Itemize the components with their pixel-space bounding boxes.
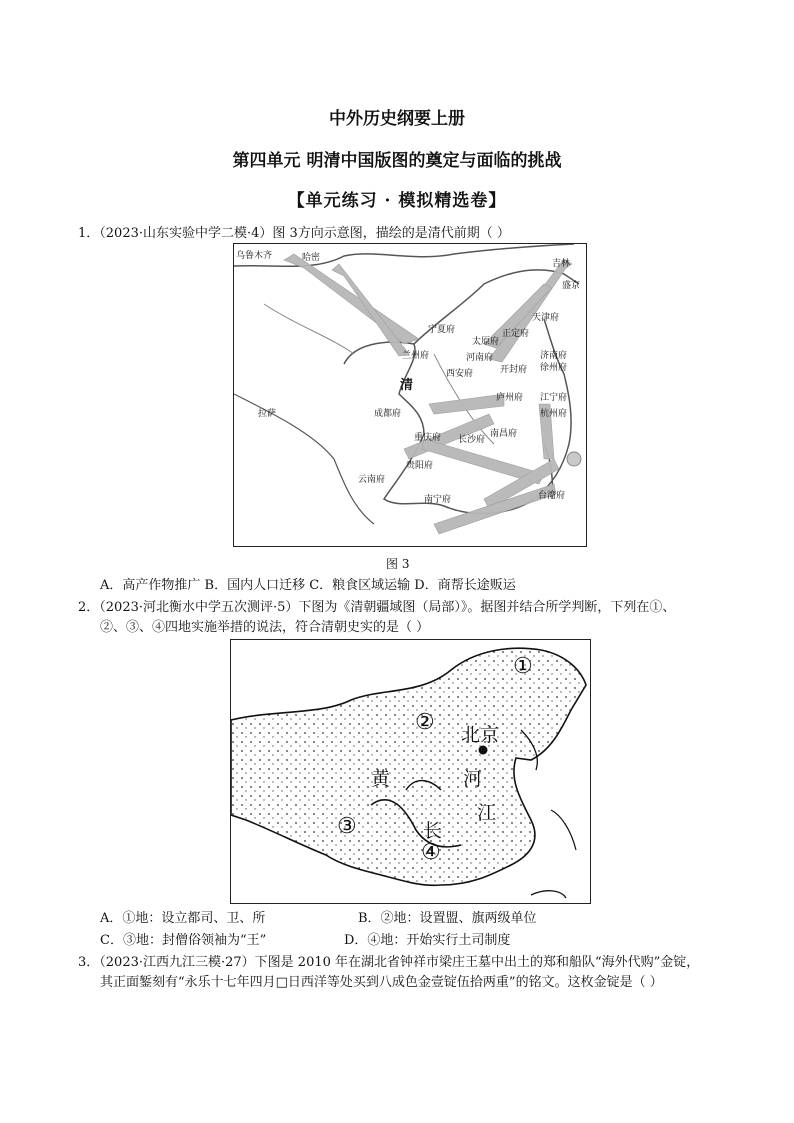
map-label-nanchang: 南昌府 [490, 429, 518, 439]
q3-stem-line1: 3．（2023·江西九江三模·27）下图是 2010 年在湖北省钟祥市梁庄王墓中出土的郑和船队“海外代购”金锭， [78, 955, 700, 970]
q2-option-b: B．②地：设置盟、旗两级单位 [358, 911, 537, 926]
map-label-he: 河 [463, 768, 483, 790]
section-title: 【单元练习 · 模拟精选卷】 [287, 191, 507, 211]
map-label-lhasa: 拉萨 [258, 409, 277, 419]
q3-stem-line2: 其正面錾刻有“永乐十七年四月□日西洋等处买到八成色金壹锭伍拾两重”的铭文。这枚金锭是（ ） [100, 975, 663, 990]
unit-title: 第四单元 明清中国版图的奠定与面临的挑战 [232, 151, 562, 171]
map-label-hami: 哈密 [302, 253, 321, 263]
map-label-jiangning: 江宁府 [540, 393, 568, 403]
map-marker-4: ④ [421, 840, 441, 865]
map-label-tianjin: 天津府 [532, 313, 560, 323]
map-label-ningxia: 宁夏府 [428, 325, 456, 335]
map-label-xian: 西安府 [446, 369, 474, 379]
map-label-luzhou: 庐州府 [496, 393, 524, 403]
map-label-lanzhou: 兰州府 [402, 351, 430, 361]
map-marker-1: ① [513, 654, 533, 679]
q1-options: A．高产作物推广 B．国内人口迁移 C．粮食区域运输 D．商帮长途贩运 [100, 578, 516, 593]
map-label-zhengding: 正定府 [502, 329, 530, 339]
q1-stem: 1．（2023·山东实验中学二模·4）图 3方向示意图，描绘的是清代前期（ ） [78, 226, 510, 241]
map-label-yunnan: 云南府 [358, 475, 386, 485]
q2-option-d: D．④地：开始实行土司制度 [344, 933, 511, 948]
territory-map-svg [231, 640, 590, 903]
map-label-guiyang: 贵阳府 [406, 461, 434, 471]
q2-stem-line2: ②、③、④四地实施举措的说法，符合清朝史实的是（ ） [100, 620, 430, 635]
map-label-jiang: 江 [477, 802, 497, 824]
map-label-hangzhou: 杭州府 [540, 409, 568, 419]
map-label-xuzhou: 徐州府 [540, 363, 568, 373]
book-title: 中外历史纲要上册 [329, 109, 465, 129]
map-label-jinan: 济南府 [540, 351, 568, 361]
map-label-changsha: 长沙府 [458, 435, 486, 445]
map-marker-2: ② [415, 710, 435, 735]
map-label-taiyuan: 太原府 [472, 337, 500, 347]
map-label-shengjing: 盛京 [562, 281, 581, 291]
map-label-kaifeng: 开封府 [500, 365, 528, 375]
map-label-taiwan: 台湾府 [538, 491, 566, 501]
map-label-chongqing: 重庆府 [414, 433, 442, 443]
map-label-beijing: 北京 [461, 724, 500, 746]
map-label-huang: 黄 [371, 768, 391, 790]
migration-map-svg [234, 244, 586, 546]
map-marker-3: ③ [337, 814, 357, 839]
map-label-chang: 长 [423, 820, 443, 842]
map-label-nanning: 南宁府 [424, 495, 452, 505]
map-label-jilin: 吉林 [552, 259, 571, 269]
q1-figure-caption: 图 3 [386, 557, 410, 571]
q2-territory-map [230, 639, 591, 904]
map-label-henan: 河南府 [466, 353, 494, 363]
map-label-chengdu: 成都府 [374, 409, 402, 419]
q2-option-a: A．①地：设立都司、卫、所 [100, 911, 266, 926]
map-label-urumqi: 乌鲁木齐 [236, 251, 273, 261]
q1-migration-map [233, 243, 587, 547]
q2-option-c: C．③地：封僧俗领袖为“王” [100, 933, 267, 948]
q2-stem-line1: 2．（2023·河北衡水中学五次测评·5）下图为《清朝疆域图（局部）》。据图并结合所学判断，下列在①、 [78, 600, 676, 615]
map-label-qing: 清 [400, 378, 414, 393]
